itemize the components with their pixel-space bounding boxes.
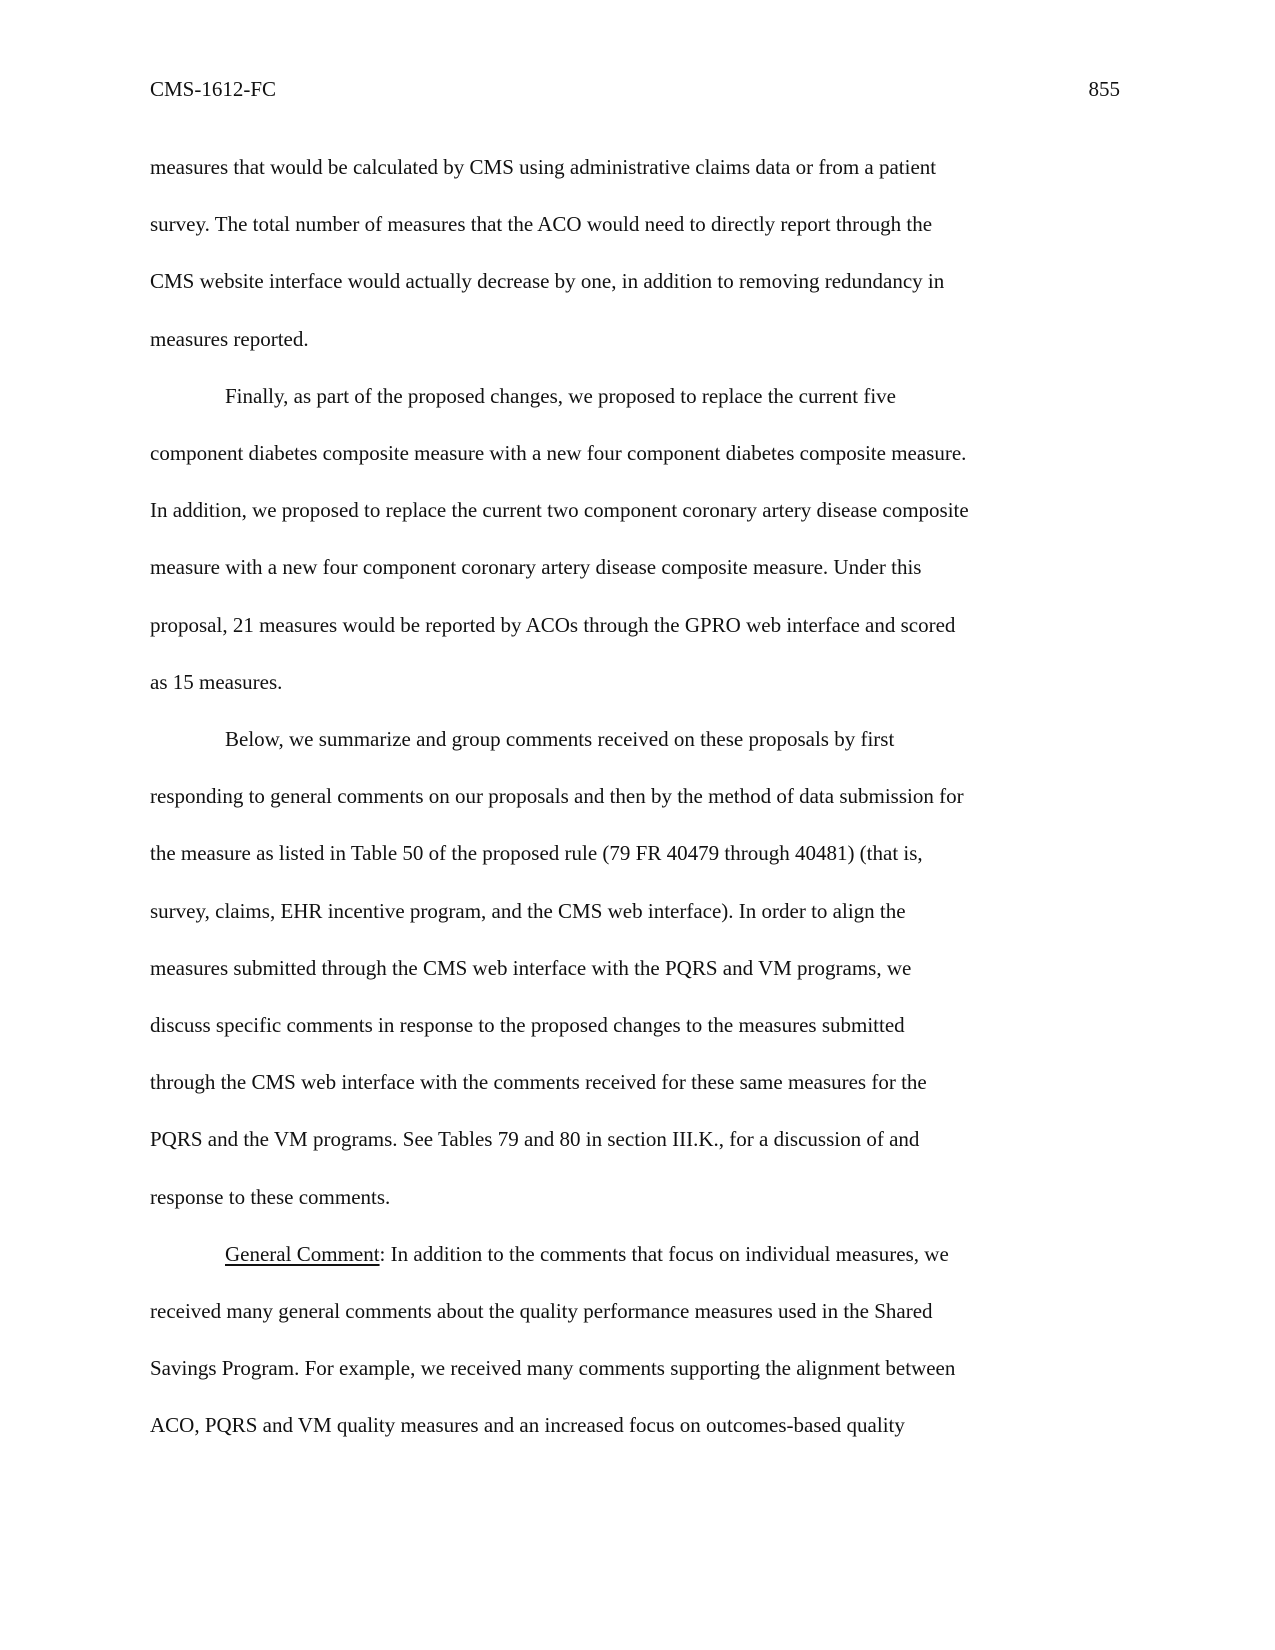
text-line: measure with a new four component coronary artery disease composite measure. Under this — [150, 555, 922, 580]
text-line: survey. The total number of measures that the ACO would need to directly report through the — [150, 212, 933, 237]
page-number: 855 — [1088, 77, 1120, 101]
text-line: measures reported. — [150, 326, 309, 351]
text-line: as 15 measures. — [150, 669, 283, 694]
general-comment-line — [150, 1226, 1140, 1283]
text-line: discuss specific comments in response to the proposed changes to the measures submitted — [150, 1013, 905, 1038]
text-line: received many general comments about the quality performance measures used in the Shared — [150, 1299, 933, 1324]
page-header — [150, 76, 1120, 102]
text-line: component diabetes composite measure with a new four component diabetes composite measure. — [150, 441, 967, 466]
text-line: PQRS and the VM programs. See Tables 79 and 80 in section III.K., for a discussion of and — [150, 1127, 920, 1152]
text-line: In addition, we proposed to replace the current two component coronary artery disease composite — [150, 498, 969, 523]
paragraph-start-line: Below, we summarize and group comments received on these proposals by first — [225, 727, 895, 752]
text-line: Savings Program. For example, we received many comments supporting the alignment between — [150, 1356, 956, 1381]
document-body — [150, 139, 1140, 1455]
text-line: the measure as listed in Table 50 of the proposed rule (79 FR 40479 through 40481) (that is, — [150, 841, 923, 866]
text-line: measures submitted through the CMS web interface with the PQRS and VM programs, we — [150, 955, 912, 980]
document-id: CMS-1612-FC — [150, 77, 277, 101]
text-line: survey, claims, EHR incentive program, and the CMS web interface). In order to align the — [150, 898, 906, 923]
text-line: ACO, PQRS and VM quality measures and an increased focus on outcomes-based quality — [150, 1413, 905, 1438]
text-line: CMS website interface would actually decrease by one, in addition to removing redundancy in — [150, 269, 945, 294]
text-line: responding to general comments on our proposals and then by the method of data submission for — [150, 784, 964, 809]
general-comment-text: : In addition to the comments that focus on individual measures, we — [379, 1241, 949, 1266]
paragraph-start-line: Finally, as part of the proposed changes, we proposed to replace the current five — [225, 383, 896, 408]
text-line: response to these comments. — [150, 1184, 391, 1209]
text-line: proposal, 21 measures would be reported by ACOs through the GPRO web interface and scored — [150, 612, 956, 637]
text-line: measures that would be calculated by CMS using administrative claims data or from a patient — [150, 155, 937, 179]
general-comment-heading: General Comment — [225, 1241, 380, 1266]
text-line: through the CMS web interface with the comments received for these same measures for the — [150, 1070, 927, 1095]
